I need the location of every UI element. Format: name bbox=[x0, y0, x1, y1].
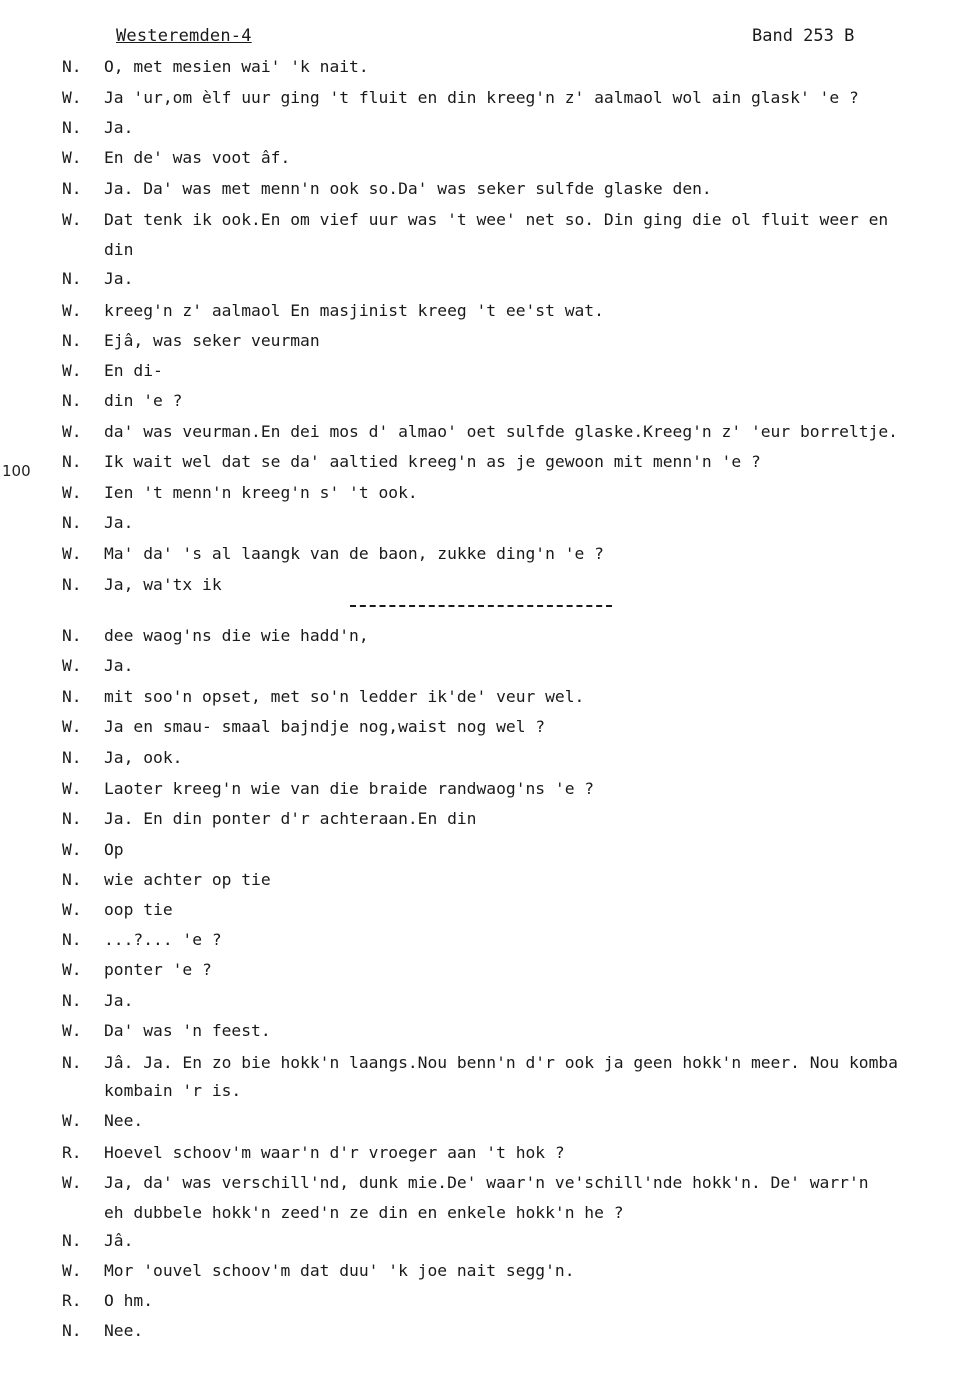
speaker-label: W. bbox=[62, 900, 82, 919]
transcript-line bbox=[0, 328, 973, 354]
utterance-text: Ien 't menn'n kreeg'n s' 't ook. bbox=[104, 483, 418, 502]
utterance-text: Laoter kreeg'n wie van die braide randwaog'ns 'e ? bbox=[104, 779, 595, 798]
speaker-label: W. bbox=[62, 361, 82, 380]
utterance-text: ...?... 'e ? bbox=[104, 930, 222, 949]
utterance-text: Ma' da' 's al laangk van de baon, zukke ding'n 'e ? bbox=[104, 544, 604, 563]
utterance-text: En di- bbox=[104, 361, 163, 380]
utterance-text: mit soo'n opset, met so'n ledder ik'de' veur wel. bbox=[104, 687, 585, 706]
speaker-label: R. bbox=[62, 1291, 82, 1310]
speaker-label: N. bbox=[62, 748, 82, 767]
utterance-text: Ja. En din ponter d'r achteraan.En din bbox=[104, 809, 477, 828]
speaker-label: W. bbox=[62, 148, 82, 167]
utterance-text: dee waog'ns die wie hadd'n, bbox=[104, 626, 369, 645]
utterance-text: kombain 'r is. bbox=[104, 1081, 242, 1100]
margin-line-number: 100 bbox=[2, 462, 31, 480]
speaker-label: N. bbox=[62, 1321, 82, 1340]
speaker-label: N. bbox=[62, 179, 82, 198]
utterance-text: Jâ. Ja. En zo bie hokk'n laangs.Nou benn'n d'r ook ja geen hokk'n meer. Nou komba bbox=[104, 1053, 898, 1072]
transcript-line bbox=[0, 85, 973, 111]
utterance-text: Ja 'ur,om èlf uur ging 't fluit en din kreeg'n z' aalmaol wol ain glask' 'e ? bbox=[104, 88, 859, 107]
transcript-line bbox=[0, 897, 973, 923]
transcript-line bbox=[0, 207, 973, 233]
transcript-line bbox=[0, 449, 973, 475]
transcript-line bbox=[0, 480, 973, 506]
utterance-text: Ik wait wel dat se da' aaltied kreeg'n as je gewoon mit menn'n 'e ? bbox=[104, 452, 761, 471]
speaker-label: N. bbox=[62, 809, 82, 828]
transcript-line bbox=[0, 1078, 973, 1104]
transcript-line bbox=[0, 1108, 973, 1134]
speaker-label: N. bbox=[62, 513, 82, 532]
speaker-label: W. bbox=[62, 301, 82, 320]
speaker-label: W. bbox=[62, 1111, 82, 1130]
speaker-label: N. bbox=[62, 1231, 82, 1250]
speaker-label: W. bbox=[62, 840, 82, 859]
speaker-label: W. bbox=[62, 1021, 82, 1040]
transcript-line bbox=[0, 1318, 973, 1344]
speaker-label: W. bbox=[62, 210, 82, 229]
speaker-label: W. bbox=[62, 960, 82, 979]
transcript-line bbox=[0, 1050, 973, 1076]
transcript-line bbox=[0, 1200, 973, 1226]
transcript-line bbox=[0, 988, 973, 1014]
speaker-label: W. bbox=[62, 1173, 82, 1192]
transcript-line bbox=[0, 115, 973, 141]
utterance-text: din bbox=[104, 240, 134, 259]
transcript-line bbox=[0, 1228, 973, 1254]
speaker-label: N. bbox=[62, 57, 82, 76]
utterance-text: Ejâ, was seker veurman bbox=[104, 331, 320, 350]
utterance-text: eh dubbele hokk'n zeed'n ze din en enkele hokk'n he ? bbox=[104, 1203, 624, 1222]
transcript-line bbox=[0, 1140, 973, 1166]
utterance-text: Ja. bbox=[104, 269, 134, 288]
transcript-line bbox=[0, 623, 973, 649]
speaker-label: W. bbox=[62, 717, 82, 736]
speaker-label: W. bbox=[62, 483, 82, 502]
utterance-text: Ja. bbox=[104, 513, 134, 532]
speaker-label: R. bbox=[62, 1143, 82, 1162]
transcript-line bbox=[0, 867, 973, 893]
utterance-text: O, met mesien wai' 'k nait. bbox=[104, 57, 369, 76]
utterance-text: Mor 'ouvel schoov'm dat duu' 'k joe nait segg'n. bbox=[104, 1261, 575, 1280]
transcript-line bbox=[0, 541, 973, 567]
speaker-label: N. bbox=[62, 1053, 82, 1072]
speaker-label: N. bbox=[62, 870, 82, 889]
utterance-text: Ja en smau- smaal bajndje nog,waist nog wel ? bbox=[104, 717, 546, 736]
utterance-text: Jâ. bbox=[104, 1231, 134, 1250]
transcript-line bbox=[0, 1018, 973, 1044]
transcript-line bbox=[0, 957, 973, 983]
speaker-label: W. bbox=[62, 544, 82, 563]
utterance-text: Ja. bbox=[104, 118, 134, 137]
transcript-line bbox=[0, 266, 973, 292]
speaker-label: N. bbox=[62, 118, 82, 137]
utterance-text: Ja. bbox=[104, 656, 134, 675]
utterance-text: En de' was voot âf. bbox=[104, 148, 291, 167]
section-divider bbox=[350, 605, 612, 607]
transcript-line bbox=[0, 927, 973, 953]
transcript-line bbox=[0, 1258, 973, 1284]
speaker-label: N. bbox=[62, 575, 82, 594]
utterance-text: wie achter op tie bbox=[104, 870, 271, 889]
speaker-label: N. bbox=[62, 626, 82, 645]
utterance-text: Op bbox=[104, 840, 124, 859]
utterance-text: Hoevel schoov'm waar'n d'r vroeger aan 't hok ? bbox=[104, 1143, 565, 1162]
utterance-text: ponter 'e ? bbox=[104, 960, 212, 979]
speaker-label: N. bbox=[62, 687, 82, 706]
speaker-label: N. bbox=[62, 930, 82, 949]
utterance-text: Ja. bbox=[104, 991, 134, 1010]
transcript-line bbox=[0, 176, 973, 202]
transcript-line bbox=[0, 714, 973, 740]
utterance-text: Ja, ook. bbox=[104, 748, 183, 767]
transcript-line bbox=[0, 806, 973, 832]
utterance-text: Ja, wa'tx ik bbox=[104, 575, 222, 594]
transcript-line bbox=[0, 1170, 973, 1196]
utterance-text: O hm. bbox=[104, 1291, 154, 1310]
speaker-label: N. bbox=[62, 391, 82, 410]
transcript-line bbox=[0, 358, 973, 384]
transcript-line bbox=[0, 237, 973, 263]
utterance-text: din 'e ? bbox=[104, 391, 183, 410]
speaker-label: W. bbox=[62, 422, 82, 441]
speaker-label: N. bbox=[62, 269, 82, 288]
transcript-line bbox=[0, 684, 973, 710]
transcript-line bbox=[0, 54, 973, 80]
transcript-line bbox=[0, 1288, 973, 1314]
transcript-line bbox=[0, 145, 973, 171]
utterance-text: Ja. Da' was met menn'n ook so.Da' was seker sulfde glaske den. bbox=[104, 179, 712, 198]
utterance-text: oop tie bbox=[104, 900, 173, 919]
transcript-line bbox=[0, 572, 973, 598]
speaker-label: N. bbox=[62, 331, 82, 350]
transcript-line bbox=[0, 510, 973, 536]
transcript-line bbox=[0, 653, 973, 679]
transcript-line bbox=[0, 776, 973, 802]
transcript-line bbox=[0, 837, 973, 863]
utterance-text: Ja, da' was verschill'nd, dunk mie.De' waar'n ve'schill'nde hokk'n. De' warr'n bbox=[104, 1173, 869, 1192]
utterance-text: Da' was 'n feest. bbox=[104, 1021, 271, 1040]
transcript-line bbox=[0, 298, 973, 324]
speaker-label: W. bbox=[62, 88, 82, 107]
transcript-line bbox=[0, 419, 973, 445]
speaker-label: N. bbox=[62, 991, 82, 1010]
transcript-line bbox=[0, 388, 973, 414]
speaker-label: W. bbox=[62, 779, 82, 798]
transcript-line bbox=[0, 745, 973, 771]
tape-band-label: Band 253 B bbox=[752, 26, 855, 46]
utterance-text: Nee. bbox=[104, 1321, 144, 1340]
document-title: Westeremden-4 bbox=[116, 26, 252, 46]
utterance-text: Dat tenk ik ook.En om vief uur was 't wee' net so. Din ging die ol fluit weer en bbox=[104, 210, 889, 229]
speaker-label: W. bbox=[62, 1261, 82, 1280]
utterance-text: da' was veurman.En dei mos d' almao' oet sulfde glaske.Kreeg'n z' 'eur borreltje. bbox=[104, 422, 898, 441]
utterance-text: Nee. bbox=[104, 1111, 144, 1130]
speaker-label: W. bbox=[62, 656, 82, 675]
speaker-label: N. bbox=[62, 452, 82, 471]
utterance-text: kreeg'n z' aalmaol En masjinist kreeg 't ee'st wat. bbox=[104, 301, 604, 320]
